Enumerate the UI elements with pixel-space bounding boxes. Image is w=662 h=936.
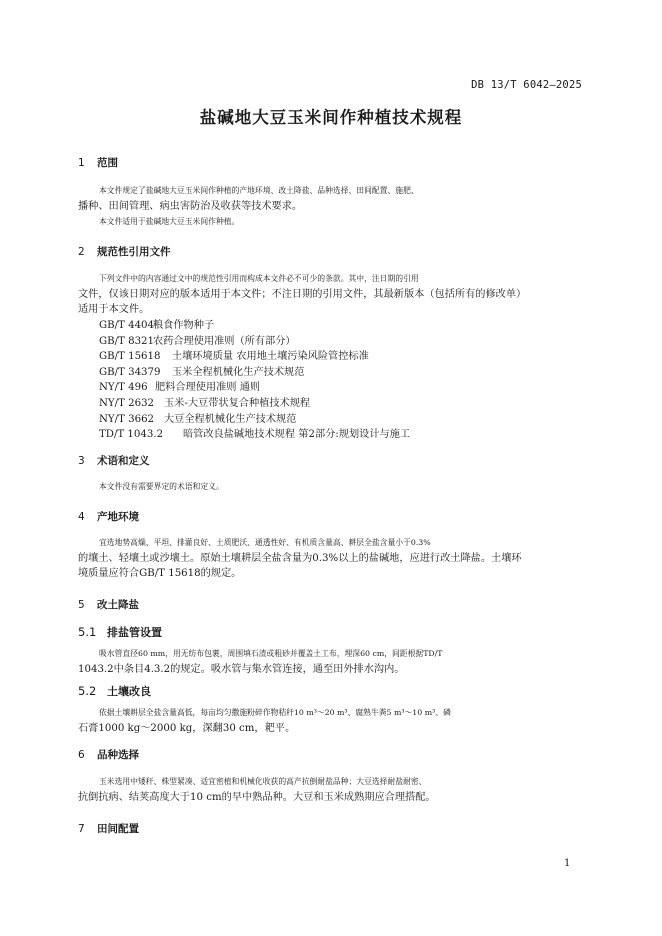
section-number: 7 [78,823,85,835]
text-line: 的壤土、轻壤土或沙壤土。原始土壤耕层全盐含量为0.3%以上的盐碱地，应进行改土降盐。土壤环 [78,552,522,564]
section-5-2-paragraph [78,705,586,721]
section-title: 术语和定义 [97,455,150,467]
section-2-paragraph-1-cont [78,287,586,318]
reference-title: 粮食作物种子 [153,320,215,331]
subsection-number: 5.1 [78,625,97,639]
reference-item [99,318,410,334]
section-4-paragraph [78,535,586,551]
reference-code: GB/T 4404 [99,320,155,331]
section-3-paragraph [78,479,586,495]
reference-item [99,427,410,443]
subsection-title: 土壤改良 [107,685,151,698]
reference-code: TD/T 1043.2 [99,429,164,441]
reference-title: 大豆全程机械化生产技术规范 [164,413,297,425]
reference-title: 玉米-大豆带状复合种植技术规程 [164,397,311,409]
section-5-heading [78,597,139,612]
section-1-paragraph-2 [78,214,586,230]
text-line: 本文件规定了盐碱地大豆玉米间作种植的产地环境、改土降盐、品种选择、田间配置、施肥、 [99,186,419,195]
text-line: 吸水管直径60 mm，用无纺布包裹，周围填石渣或粗砂并覆盖土工布，埋深60 cm，间距根据TD/T [99,649,443,658]
standard-number: DB 13/T 6042—2025 [471,79,582,91]
reference-code: GB/T 34379 [99,366,161,378]
section-6-paragraph-cont [78,790,586,806]
reference-item [99,349,410,365]
section-6-heading [78,747,139,762]
page-number: 1 [564,858,571,869]
section-number: 1 [78,157,85,169]
section-title: 规范性引用文件 [97,246,171,258]
section-number: 2 [78,246,85,258]
text-line: 抗倒抗病、结荚高度大于10 cm的早中熟品种。大豆和玉米成熟期应合理搭配。 [78,791,436,803]
section-4-heading [78,509,139,524]
reference-item [99,365,410,381]
subsection-number: 5.2 [78,684,97,698]
reference-title: 土壤环境质量 农用地土壤污染风险管控标准 [172,351,369,363]
text-line: 本文件没有需要界定的术语和定义。 [99,482,224,491]
section-number: 4 [78,511,85,523]
section-3-heading [78,453,150,468]
text-line: 宜选地势高燥、平坦、排灌良好、土质肥沃、通透性好、有机质含量高、耕层全盐含量小于0.3% [99,538,431,547]
section-5-1-heading [78,624,162,640]
text-line: 依据土壤耕层全盐含量高低，每亩均匀撒施粉碎作物秸秆10 m³～20 m³、腐熟牛粪5 m³～10 m³、磷 [99,708,451,717]
section-4-paragraph-cont [78,551,586,582]
reference-code: NY/T 2632 [99,397,155,409]
document-title: 盐碱地大豆玉米间作种植技术规程 [199,108,463,127]
text-line: 适用于本文件。 [78,304,150,316]
reference-item [99,380,410,396]
text-line: 播种、田间管理、病虫害防治及收获等技术要求。 [78,200,303,212]
reference-code: GB/T 8321 [99,335,155,347]
section-title: 产地环境 [97,511,139,523]
section-1-paragraph-1 [78,183,586,199]
section-1-paragraph-1-cont [78,199,586,215]
section-title: 改土降盐 [97,599,139,611]
section-7-heading [78,821,139,836]
section-title: 品种选择 [97,749,139,761]
section-5-1-paragraph [78,646,586,662]
section-number: 5 [78,599,85,611]
reference-code: NY/T 3662 [99,413,155,425]
text-line: 文件，仅该日期对应的版本适用于本文件；不注日期的引用文件，其最新版本（包括所有的修改单） [78,288,527,300]
section-title: 田间配置 [97,823,139,835]
text-line: 本文件适用于盐碱地大豆玉米间作种植。 [99,217,240,226]
section-5-2-heading [78,683,151,699]
section-5-2-paragraph-cont [78,721,586,737]
section-title: 范围 [97,157,118,169]
reference-title: 农药合理使用准则（所有部分） [153,335,296,347]
normative-reference-list [99,318,410,443]
section-number: 3 [78,455,85,467]
section-6-paragraph [78,774,586,790]
text-line: 玉米选用中矮秆、株型紧凑、适宜密植和机械化收获的高产抗倒耐盐品种；大豆选择耐盐耐密、 [99,777,427,786]
reference-item [99,412,410,428]
section-1-heading [78,155,118,170]
reference-code: GB/T 15618 [99,351,161,363]
reference-title: 暗管改良盐碱地技术规程 第2部分:规划设计与施工 [183,429,411,441]
text-line: 石膏1000 kg～2000 kg，深翻30 cm，耙平。 [78,722,296,734]
text-line: 下列文件中的内容通过文中的规范性引用而构成本文件必不可少的条款。其中，注日期的引用 [99,274,419,283]
reference-item [99,334,410,350]
section-2-paragraph-1 [78,271,586,287]
reference-title: 肥料合理使用准则 通则 [155,382,261,394]
section-2-heading [78,244,171,259]
subsection-title: 排盐管设置 [107,626,162,639]
reference-item [99,396,410,412]
text-line: 境质量应符合GB/T 15618的规定。 [78,568,242,580]
section-5-1-paragraph-cont [78,662,586,678]
reference-code: NY/T 496 [99,382,148,394]
section-number: 6 [78,749,85,761]
text-line: 1043.2中条目4.3.2的规定。吸水管与集水管连接，通至田外排水沟内。 [78,663,405,675]
reference-title: 玉米全程机械化生产技术规范 [172,366,305,378]
